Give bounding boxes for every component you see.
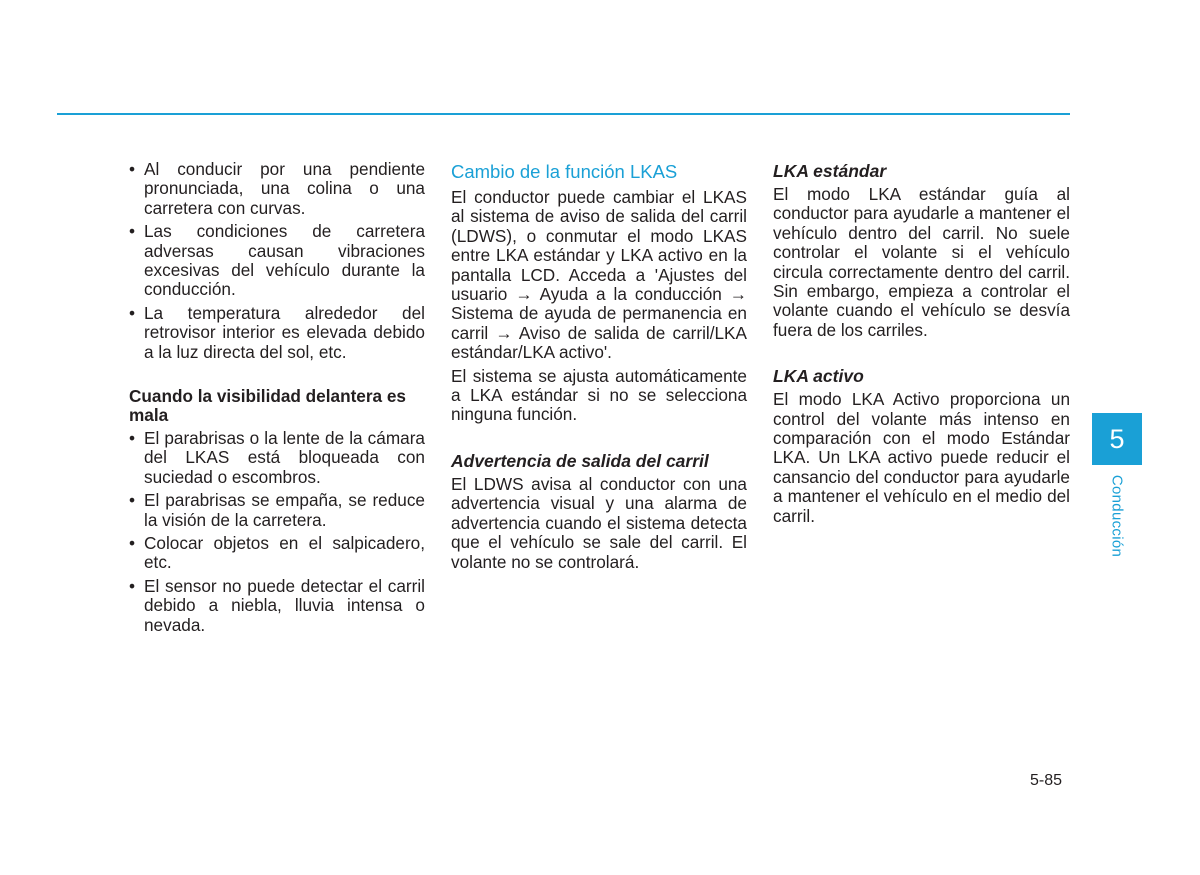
paragraph: El modo LKA estándar guía al conductor para ayudarle a mantener el vehículo dentro del carril. No suele controlar el volante si el vehículo circula correctamente dentro del carril. Sin embargo, empieza a controlar el volante cuando el vehículo se desvía fuera de los carriles.	[773, 184, 1070, 340]
lka-standard-heading: LKA estándar	[773, 161, 887, 181]
paragraph: El sistema se ajusta automáticamente a LKA estándar si no se selecciona ninguna función.	[451, 365, 747, 425]
section-title: Cambio de la función LKAS	[451, 161, 678, 182]
list-item: • Al conducir por una pendiente pronunciada, una colina o una carretera con curvas.	[129, 160, 425, 218]
list-item: • Las condiciones de carretera adversas causan vibraciones excesivas del vehículo durante la conducción.	[129, 222, 425, 300]
paragraph: El LDWS avisa al conductor con una advertencia visual y una alarma de advertencia cuando el sistema detecta que el vehículo se sale del carril. El volante no se controlará.	[451, 473, 747, 572]
lka-active-heading: LKA activo	[773, 366, 864, 387]
list-item: • El parabrisas se empaña, se reduce la visión de la carretera.	[129, 491, 425, 530]
header-rule	[57, 113, 1070, 115]
chapter-number-tab: 5	[1092, 413, 1142, 465]
list-item: • La temperatura alrededor del retrovisor interior es elevada debido a la luz directa del sol, etc.	[129, 304, 425, 362]
list-item: • El sensor no puede detectar el carril debido a niebla, lluvia intensa o nevada.	[129, 577, 425, 635]
list-item: • Colocar objetos en el salpicadero, etc.	[129, 534, 425, 573]
column-2	[451, 160, 747, 572]
column-3	[773, 160, 1070, 526]
bullet-list-conditions	[129, 160, 425, 362]
column-1	[129, 160, 425, 639]
page-number: 5-85	[1030, 772, 1063, 789]
chapter-label: Conducción	[1108, 474, 1126, 558]
bullet-list-visibility	[129, 429, 425, 635]
paragraph: El conductor puede cambiar el LKAS al sistema de aviso de salida del carril (LDWS), o conmutar el modo LKAS entre LKA estándar y LKA activo en la pantalla LCD. Acceda a 'Ajustes del usuario → Ayuda a la conducción → Sistema de ayuda de permanencia en carril → Aviso de salida de carril/LKA estándar/LKA activo'.	[451, 187, 747, 363]
visibility-subheading: Cuando la visibilidad delantera es mala	[129, 386, 406, 426]
paragraph: El modo LKA Activo proporciona un control del volante más intenso en comparación con el modo Estándar LKA. Un LKA activo puede reducir el cansancio del conductor para ayudarle a mantener el vehículo en el medio del carril.	[773, 389, 1070, 526]
lane-departure-heading: Advertencia de salida del carril	[451, 450, 709, 471]
list-item: • El parabrisas o la lente de la cámara del LKAS está bloqueada con suciedad o escombros.	[129, 429, 425, 487]
